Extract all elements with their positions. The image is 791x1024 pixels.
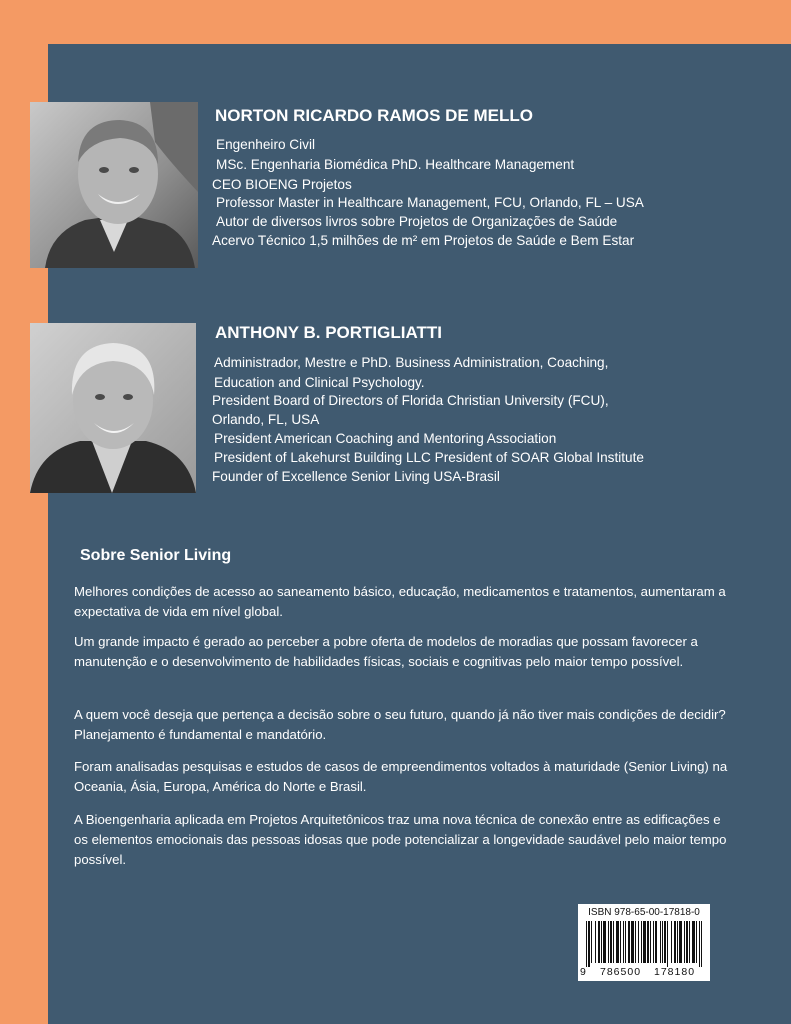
- isbn-label: ISBN 978-65-00-17818-0: [588, 907, 700, 918]
- paragraph: Melhores condições de acesso ao saneamento básico, educação, medicamentos e tratamentos, aumentaram a expectativa de vida em nível global.: [74, 584, 726, 619]
- barcode-bar: [679, 921, 682, 963]
- barcode-digit-prefix: 9: [580, 966, 586, 978]
- barcode-bar: [635, 921, 636, 963]
- bio-line: President of Lakehurst Building LLC President of SOAR Global Institute: [214, 450, 644, 465]
- bio-line: Education and Clinical Psychology.: [214, 375, 425, 390]
- barcode-bar: [674, 921, 676, 963]
- barcode-bar: [603, 921, 606, 963]
- barcode-bar: [608, 921, 609, 963]
- bio-line: Orlando, FL, USA: [212, 412, 320, 427]
- barcode-bar: [660, 921, 661, 963]
- author-name-anthony: ANTHONY B. PORTIGLIATTI: [215, 323, 442, 342]
- barcode-bar: [616, 921, 619, 963]
- paragraph: A quem você deseja que pertença a decisão sobre o seu futuro, quando já não tiver mais condições de decidir? Planejamento é fundamental e mandatório.: [74, 707, 726, 742]
- author-name-norton: NORTON RICARDO RAMOS DE MELLO: [215, 106, 533, 125]
- barcode-bar: [662, 921, 663, 963]
- barcode-bar: [631, 921, 634, 963]
- paragraph: Foram analisadas pesquisas e estudos de casos de empreendimentos voltados à maturidade (Senior Living) na Oceania, Ásia, Europa, América do Norte e Brasil.: [74, 759, 728, 794]
- barcode-bars: [584, 921, 704, 969]
- barcode-bar: [671, 921, 672, 963]
- paragraph: Um grande impacto é gerado ao perceber a pobre oferta de modelos de moradias que possam favorecer a manutenção e o desenvolvimento de habilidades físicas, sociais e cognitivas pelo maior tempo possível.: [74, 634, 698, 669]
- bio-line: Autor de diversos livros sobre Projetos de Organizações de Saúde: [216, 214, 618, 229]
- barcode-bar: [595, 921, 596, 963]
- barcode-bar: [686, 921, 688, 963]
- portrait-norton: [30, 102, 198, 268]
- barcode-bar: [591, 921, 592, 963]
- bio-line: MSc. Engenharia Biomédica PhD. Healthcare Management: [216, 157, 575, 172]
- barcode-bar: [598, 921, 600, 963]
- barcode-bar: [628, 921, 630, 963]
- barcode-bar: [653, 921, 654, 963]
- bio-line: Founder of Excellence Senior Living USA-Brasil: [212, 469, 500, 484]
- barcode-bar: [625, 921, 626, 963]
- barcode-digits-right: 178180: [654, 966, 696, 978]
- barcode-bar: [623, 921, 624, 963]
- paragraph: A Bioengenharia aplicada em Projetos Arquitetônicos traz uma nova técnica de conexão entre as edificações e os elementos emocionais das pessoas idosas que pode potencializar a longevidade saudável pelo maior tempo possível.: [74, 812, 727, 867]
- section-title: Sobre Senior Living: [80, 547, 232, 564]
- bio-line: President American Coaching and Mentoring Association: [214, 431, 557, 446]
- barcode-bar: [610, 921, 612, 963]
- bio-line: President Board of Directors of Florida Christian University (FCU),: [212, 393, 609, 408]
- barcode-bar: [588, 921, 590, 967]
- barcode-bar: [667, 921, 668, 967]
- bio-line: CEO BIOENG Projetos: [212, 177, 352, 192]
- bio-line: Acervo Técnico 1,5 milhões de m² em Projetos de Saúde e Bem Estar: [212, 233, 635, 248]
- author-photo-anthony: [30, 323, 196, 493]
- barcode-bar: [689, 921, 690, 963]
- barcode-bar: [701, 921, 702, 967]
- portrait-anthony: [30, 323, 196, 493]
- barcode-bar: [641, 921, 642, 963]
- barcode-bar: [684, 921, 685, 963]
- barcode-bar: [664, 921, 666, 963]
- author-photo-norton: [30, 102, 198, 268]
- barcode-bar: [638, 921, 639, 963]
- barcode-bar: [647, 921, 649, 963]
- barcode-digits-left: 786500: [600, 966, 642, 978]
- barcode-bar: [699, 921, 700, 967]
- barcode-bar: [601, 921, 602, 963]
- barcode-bar: [586, 921, 587, 967]
- barcode-bar: [620, 921, 621, 963]
- barcode-bar: [655, 921, 657, 963]
- bio-line: Engenheiro Civil: [216, 137, 315, 152]
- barcode-bar: [696, 921, 697, 963]
- bio-line: Administrador, Mestre e PhD. Business Administration, Coaching,: [214, 355, 609, 370]
- bio-line: Professor Master in Healthcare Management, FCU, Orlando, FL – USA: [216, 195, 644, 210]
- barcode-bar: [643, 921, 646, 963]
- barcode-bar: [677, 921, 678, 963]
- barcode-bar: [692, 921, 695, 963]
- isbn-barcode: [578, 904, 710, 981]
- barcode-bar: [613, 921, 614, 963]
- barcode-bar: [650, 921, 651, 963]
